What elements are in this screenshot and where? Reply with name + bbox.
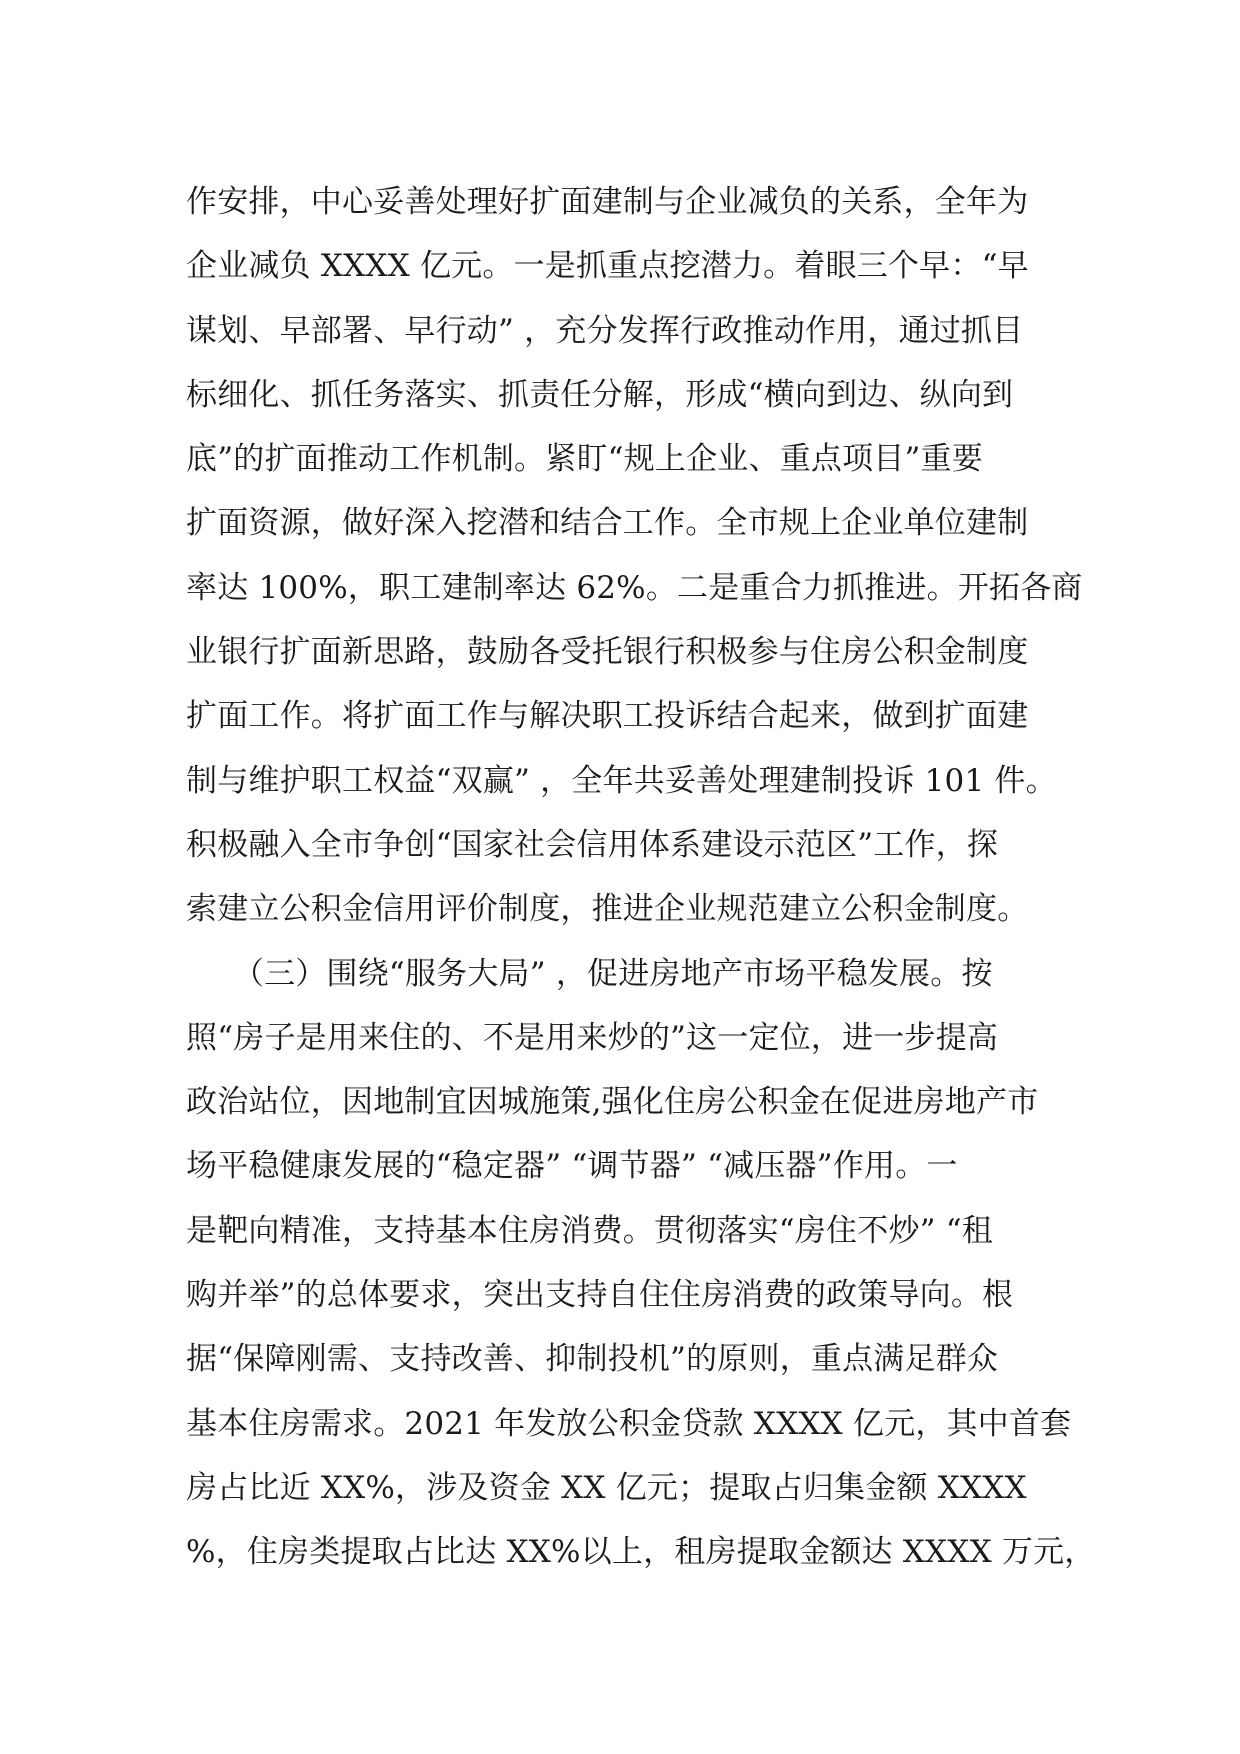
text-line: 是靶向精准，支持基本住房消费。贯彻落实“房住不炒” “租 [186,1212,993,1249]
text-line: 谋划、早部署、早行动” ，充分发挥行政推动作用，通过抓目 [186,312,1024,349]
text-line: 作安排，中心妥善处理好扩面建制与企业减负的关系，全年为 [186,184,1029,220]
text-line: 购并举”的总体要求，突出支持自住住房消费的政策导向。根 [186,1277,1014,1314]
text-line: 照“房子是用来住的、不是用来炒的”这一定位，进一步提高 [186,1019,999,1056]
text-line: 场平稳健康发展的“稳定器” “调节器” “减压器”作用。一 [186,1148,958,1185]
text-line: 房占比近 XX%，涉及资金 XX 亿元；提取占归集金额 XXXX [186,1469,1027,1506]
text-line: 企业减负 XXXX 亿元。一是抓重点挖潜力。着眼三个早：“早 [186,248,1029,285]
text-line: 扩面资源，做好深入挖潜和结合工作。全市规上企业单位建制 [186,505,1029,542]
text-line: 标细化、抓任务落实、抓责任分解，形成“横向到边、纵向到 [186,376,1014,413]
text-line: 积极融入全市争创“国家社会信用体系建设示范区”工作，探 [186,826,999,863]
text-line: 业银行扩面新思路，鼓励各受托银行积极参与住房公积金制度 [186,634,1029,671]
text-line: 制与维护职工权益“双赢” ，全年共妥善处理建制投诉 101 件。 [186,762,1057,799]
text-line: 率达 100%，职工建制率达 62%。二是重合力抓推进。开拓各商 [186,569,1083,606]
text-line: %，住房类提取占比达 XX%以上，租房提取金额达 XXXX 万元， [186,1534,1096,1571]
text-line: 基本住房需求。2021 年发放公积金贷款 XXXX 亿元，其中首套 [186,1405,1072,1442]
text-line: 扩面工作。将扩面工作与解决职工投诉结合起来，做到扩面建 [186,698,1029,735]
text-line: 政治站位，因地制宜因城施策,强化住房公积金在促进房地产市 [186,1084,1039,1121]
text-line: 索建立公积金信用评价制度，推进企业规范建立公积金制度。 [186,891,1029,928]
body-text [186,170,1096,1585]
text-line: 据“保障刚需、支持改善、抑制投机”的原则，重点满足群众 [186,1341,999,1378]
section-heading-line: （三）围绕“服务大局” ，促进房地产市场平稳发展。按 [186,955,993,992]
text-line: 底”的扩面推动工作机制。紧盯“规上企业、重点项目”重要 [186,441,983,478]
